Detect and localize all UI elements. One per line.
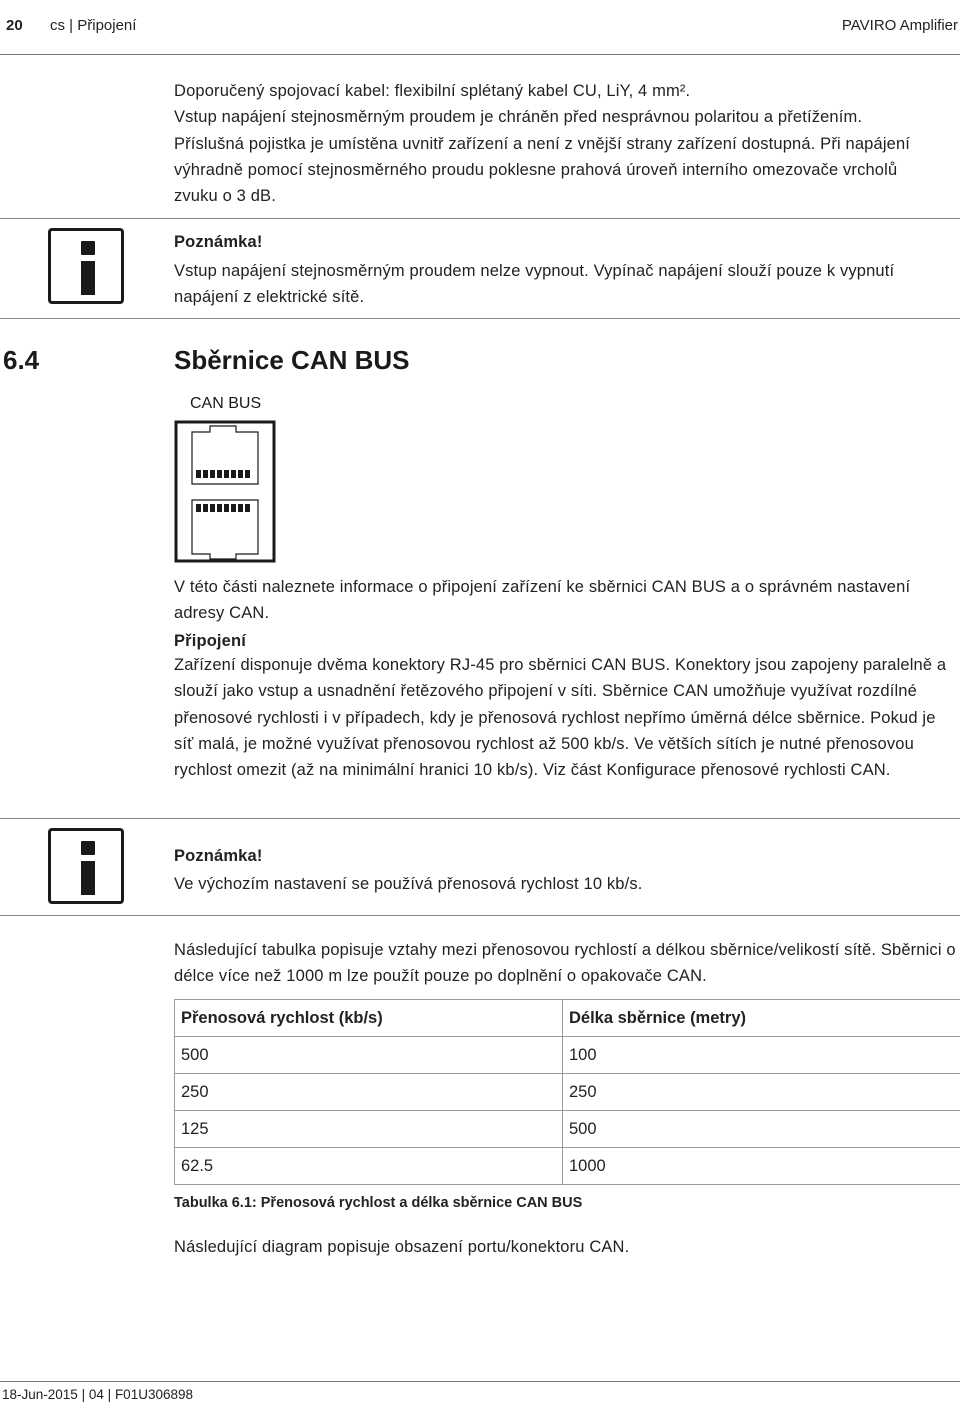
footer-date: 18-Jun-2015	[2, 1387, 78, 1402]
intro-block	[174, 78, 944, 209]
footer-separator: |	[107, 1387, 112, 1402]
table-header-cell: Délka sběrnice (metry)	[563, 1000, 960, 1037]
table-row	[175, 1037, 960, 1074]
table-intro: Následující tabulka popisuje vztahy mezi přenosovou rychlostí a délkou sběrnice/velikostí sítě. Sběrnici o délce více než 1000 m lze použít pouze po doplnění o opakovače CAN.	[174, 941, 956, 986]
diagram-intro: Následující diagram popisuje obsazení portu/konektoru CAN.	[174, 1238, 630, 1256]
table-cell: 500	[563, 1111, 960, 1148]
table-cell: 62.5	[175, 1148, 563, 1185]
intro-paragraph-3: Příslušná pojistka je umístěna uvnitř zařízení a není z vnější strany zařízení dostupná. Při napájení výhradně pomocí stejnosměrného proudu poklesne prahová úroveň interního omezovače vrcholů zvuku o 3 dB.	[174, 134, 911, 206]
connection-text: Zařízení disponuje dvěma konektory RJ-45 pro sběrnici CAN BUS. Konektory jsou zapojeny paralelně a slouží jako vstup a usnadnění řetězového připojení v síti. Sběrnice CAN umožňuje využívat rozdílné přenosové rychlosti i v případech, kdy je přenosová rychlost nepřímo úměrná délce sběrnice. Pokud je síť malá, je možné využívat přenosovou rychlost až 500 kb/s. Ve větších sítích je nutné přenosovou rychlost omezit (až na minimální hranici 10 kb/s). Viz část Konfigurace přenosové rychlosti CAN.	[174, 656, 947, 780]
note1-text: Vstup napájení stejnosměrným proudem nelze vypnout. Vypínač napájení slouží pouze k vypnutí napájení z elektrické sítě.	[174, 262, 895, 307]
note1-bottom-rule	[0, 318, 960, 319]
connection-heading: Připojení	[174, 632, 246, 650]
table-cell: 1000	[563, 1148, 960, 1185]
header-product: PAVIRO Amplifier	[841, 17, 958, 34]
info-icon	[48, 228, 124, 304]
header-rule	[0, 54, 960, 55]
table-row	[175, 1148, 960, 1185]
rj45-connectors-figure	[174, 420, 278, 564]
note2-title: Poznámka!	[174, 847, 263, 865]
table-cell: 500	[175, 1037, 563, 1074]
figure-label: CAN BUS	[190, 395, 262, 412]
table-cell: 250	[563, 1074, 960, 1111]
rj45-port-upper	[192, 426, 258, 484]
table-row	[175, 1111, 960, 1148]
footer	[2, 1387, 193, 1402]
speed-length-table	[174, 999, 960, 1185]
note1-title: Poznámka!	[174, 233, 263, 251]
table-caption: Tabulka 6.1: Přenosová rychlost a délka sběrnice CAN BUS	[174, 1195, 583, 1211]
header-section: cs | Připojení	[50, 17, 137, 34]
table-cell: 125	[175, 1111, 563, 1148]
table-cell: 100	[563, 1037, 960, 1074]
table-row	[175, 1074, 960, 1111]
footer-rule	[0, 1381, 960, 1382]
footer-version: 04	[88, 1387, 104, 1402]
note2-top-rule	[0, 818, 960, 819]
table-header-row	[175, 1000, 960, 1037]
footer-separator: |	[81, 1387, 86, 1402]
table-cell: 250	[175, 1074, 563, 1111]
rj45-port-lower	[192, 500, 258, 559]
table-header-cell: Přenosová rychlost (kb/s)	[175, 1000, 563, 1037]
section-title: Sběrnice CAN BUS	[174, 345, 410, 375]
section-intro: V této části naleznete informace o připojení zařízení ke sběrnici CAN BUS a o správném nastavení adresy CAN.	[174, 578, 911, 623]
section-number: 6.4	[3, 345, 40, 375]
note2-bottom-rule	[0, 915, 960, 916]
note2-text: Ve výchozím nastavení se používá přenosová rychlost 10 kb/s.	[174, 875, 643, 893]
page-number: 20	[6, 17, 23, 34]
intro-paragraph-1: Doporučený spojovací kabel: flexibilní splétaný kabel CU, LiY, 4 mm².	[174, 82, 691, 100]
info-icon	[48, 828, 124, 904]
note1-top-rule	[0, 218, 960, 219]
footer-doc-id: F01U306898	[114, 1387, 193, 1402]
intro-paragraph-2: Vstup napájení stejnosměrným proudem je chráněn před nesprávnou polaritou a přetížením.	[174, 108, 863, 127]
